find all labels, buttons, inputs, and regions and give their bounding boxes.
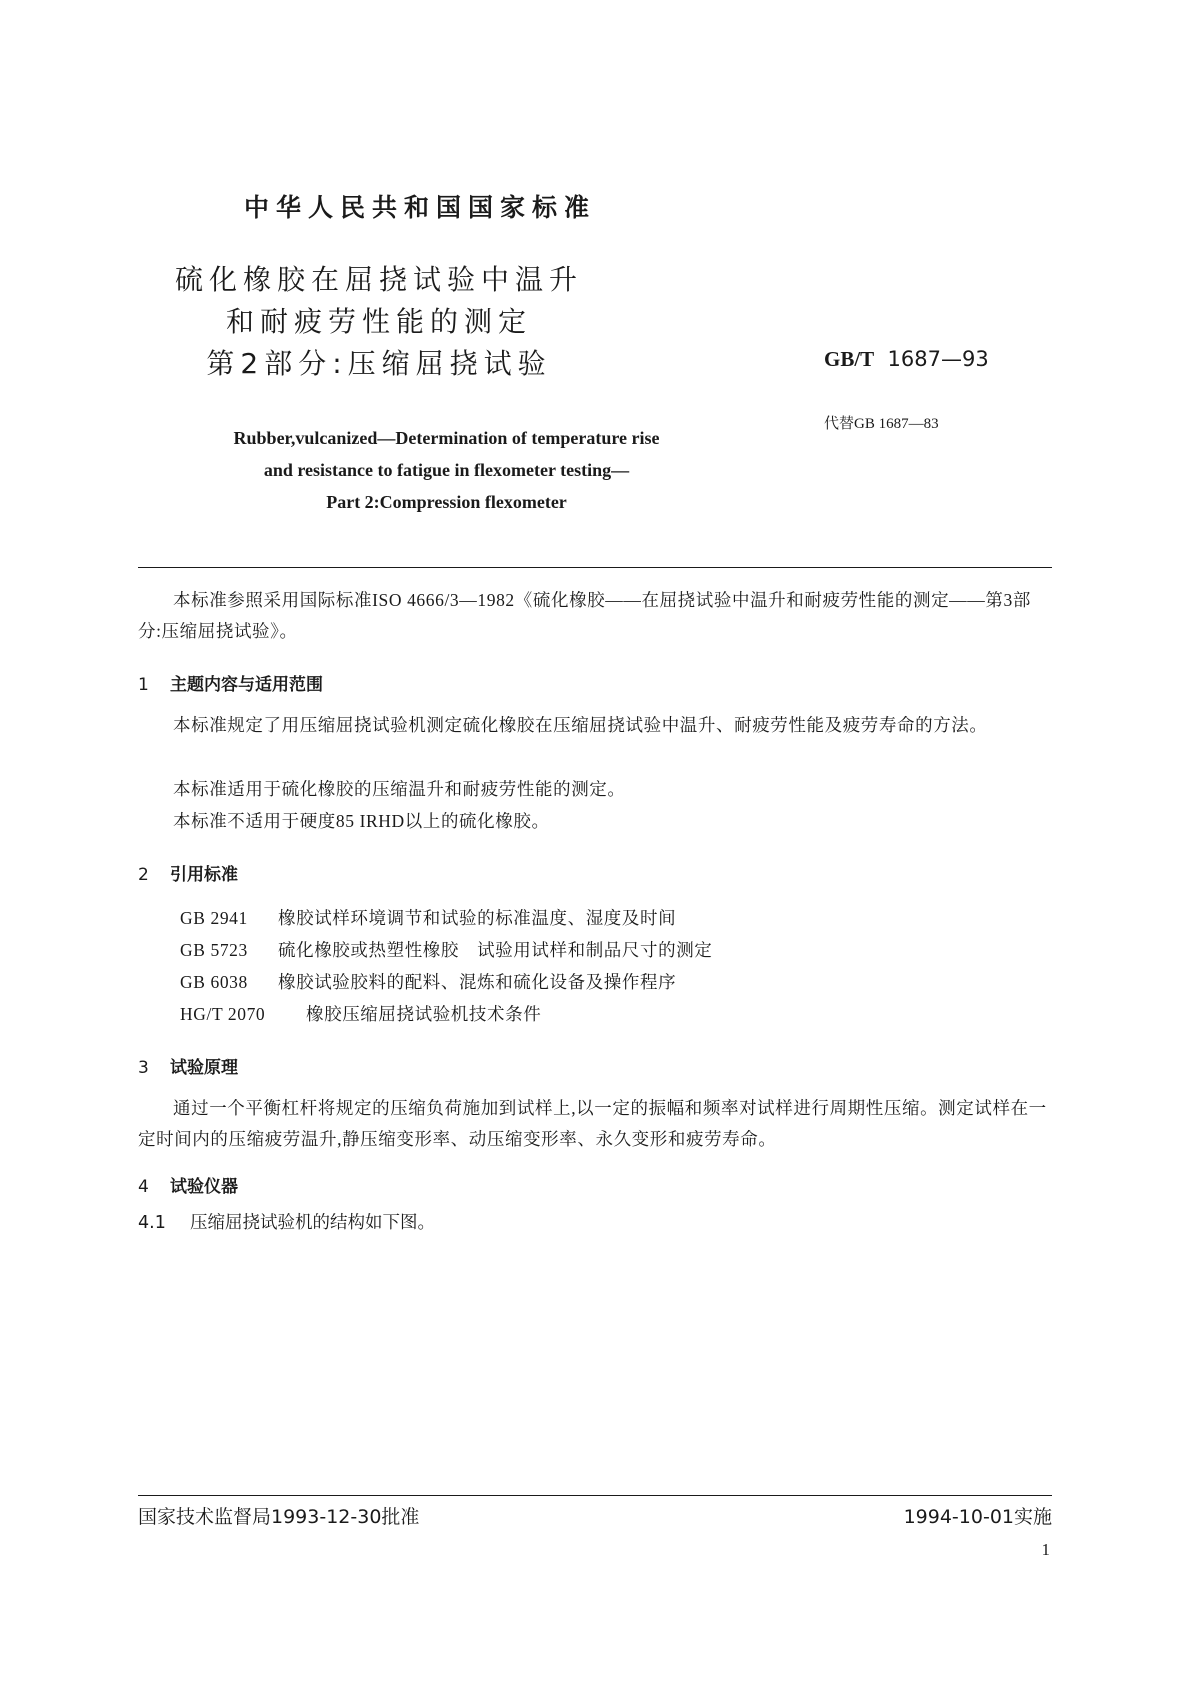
title-zh-line-3: 第2部分:压缩屈挠试验 (206, 347, 552, 380)
section-1-heading (138, 670, 323, 695)
standard-number-prefix: GB/T (824, 347, 875, 371)
reference-code: GB 5723 (180, 940, 248, 960)
reference-row (180, 937, 712, 962)
reference-code: GB 6038 (180, 972, 248, 992)
effective-date: 1994-10-01实施 (903, 1506, 1052, 1528)
clause-4-1 (138, 1209, 435, 1234)
national-standard-heading: 中华人民共和国国家标准 (243, 193, 596, 222)
page-number: 1 (1041, 1540, 1050, 1559)
section-title: 试验原理 (170, 1058, 238, 1078)
section-number: 2 (138, 865, 149, 885)
title-en-line-1: Rubber,vulcanized—Determination of temperature rise (233, 428, 660, 448)
reference-row (180, 905, 676, 930)
header-divider (138, 567, 1052, 568)
section-1-paragraph-2: 本标准适用于硫化橡胶的压缩温升和耐疲劳性能的测定。 (173, 779, 626, 799)
title-zh-line-2: 和耐疲劳性能的测定 (225, 305, 532, 338)
footer-divider (138, 1495, 1052, 1496)
section-title: 主题内容与适用范围 (170, 675, 323, 695)
reference-title: 硫化橡胶或热塑性橡胶 试验用试样和制品尺寸的测定 (278, 940, 713, 960)
section-number: 4 (138, 1177, 149, 1197)
section-2-heading (138, 860, 238, 885)
section-3-paragraph: 通过一个平衡杠杆将规定的压缩负荷施加到试样上,以一定的振幅和频率对试样进行周期性压缩。测定试样在一定时间内的压缩疲劳温升,静压缩变形率、动压缩变形率、永久变形和疲劳寿命。 (138, 1098, 1047, 1149)
clause-text: 压缩屈挠试验机的结构如下图。 (190, 1212, 435, 1232)
reference-title: 橡胶压缩屈挠试验机技术条件 (306, 1004, 542, 1024)
section-title: 引用标准 (170, 865, 238, 885)
reference-row (180, 1001, 541, 1026)
standard-number-value: 1687—93 (887, 347, 989, 371)
section-1-paragraph-1: 本标准规定了用压缩屈挠试验机测定硫化橡胶在压缩屈挠试验中温升、耐疲劳性能及疲劳寿命的方法。 (173, 715, 988, 735)
reference-row (180, 969, 676, 994)
title-en-line-2: and resistance to fatigue in flexometer testing— (263, 460, 630, 480)
reference-title: 橡胶试验胶料的配料、混炼和硫化设备及操作程序 (278, 972, 677, 992)
section-3-heading (138, 1053, 238, 1078)
clause-number: 4.1 (138, 1213, 166, 1233)
section-1-paragraph-3: 本标准不适用于硬度85 IRHD以上的硫化橡胶。 (173, 811, 550, 831)
reference-code: HG/T 2070 (180, 1004, 266, 1024)
intro-paragraph: 本标准参照采用国际标准ISO 4666/3—1982《硫化橡胶——在屈挠试验中温升和耐疲劳性能的测定——第3部分:压缩屈挠试验》。 (138, 590, 1031, 641)
replaces-note: 代替GB 1687—83 (824, 416, 939, 432)
section-title: 试验仪器 (170, 1177, 238, 1197)
section-number: 3 (138, 1058, 149, 1078)
approval-date: 国家技术监督局1993-12-30批准 (138, 1506, 420, 1528)
section-number: 1 (138, 675, 149, 695)
reference-title: 橡胶试样环境调节和试验的标准温度、湿度及时间 (278, 908, 677, 928)
section-4-heading (138, 1172, 238, 1197)
title-zh-line-1: 硫化橡胶在屈挠试验中温升 (174, 263, 583, 296)
reference-code: GB 2941 (180, 908, 248, 928)
standard-number (824, 347, 989, 372)
title-en-line-3: Part 2:Compression flexometer (326, 492, 567, 512)
